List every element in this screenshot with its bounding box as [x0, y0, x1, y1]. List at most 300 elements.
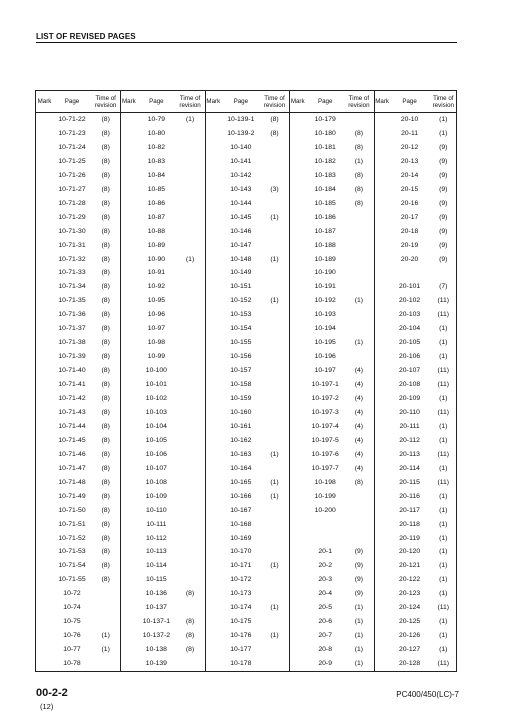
cell-mark: [374, 589, 391, 598]
cell-mark: [374, 520, 391, 529]
cell-time-of-revision: [260, 143, 289, 152]
cell-page: 10-71-23: [58, 129, 86, 137]
cell-time-of-revision: [175, 352, 204, 361]
cell-mark: [120, 408, 137, 417]
cell-time-of-revision: (8): [101, 576, 110, 584]
cell-mark: [205, 478, 222, 487]
cell-mark: [120, 366, 137, 375]
cell-time-of-revision: [344, 310, 373, 319]
cell-time-of-revision: [260, 659, 289, 668]
cell-time-of-revision: [260, 422, 289, 431]
cell-mark: [120, 478, 137, 487]
cell-mark: [120, 380, 137, 389]
cell-page: 20-113: [399, 450, 420, 458]
cell-mark: [120, 268, 137, 277]
cell-time-of-revision: (1): [439, 548, 448, 556]
cell-mark: [205, 394, 222, 403]
cell-page: 10-152: [230, 297, 252, 305]
cell-page: 10-114: [146, 562, 167, 570]
cell-page: 10-136: [145, 590, 167, 598]
cell-page: 10-157: [230, 367, 252, 375]
cell-time-of-revision: (8): [185, 632, 195, 640]
cell-page: 20-8: [318, 646, 332, 654]
cell-mark: [374, 143, 391, 152]
cell-page: 10-71-24: [58, 143, 86, 151]
cell-time-of-revision: (1): [354, 604, 364, 612]
cell-mark: [36, 227, 53, 236]
cell-page: 10-104: [145, 422, 167, 430]
cell-time-of-revision: (1): [439, 339, 448, 347]
cell-time-of-revision: (11): [437, 381, 450, 389]
cell-page: 10-71-43: [58, 408, 86, 416]
cell-page: 10-78: [63, 660, 81, 668]
cell-page: 10-181: [314, 143, 336, 151]
cell-page: 10-197-6: [311, 450, 339, 458]
cell-page: 10-163: [230, 450, 252, 458]
cell-time-of-revision: (8): [101, 269, 110, 277]
cell-mark: [120, 506, 137, 515]
cell-time-of-revision: (8): [101, 520, 110, 528]
cell-page: 10-71-55: [58, 576, 86, 584]
cell-page: 10-191: [314, 283, 336, 291]
cell-page: 10-179: [314, 116, 336, 123]
cell-page: 10-71-44: [58, 422, 86, 430]
cell-time-of-revision: [260, 227, 289, 236]
cell-page: 10-139-2: [227, 129, 255, 137]
cell-mark: [289, 631, 306, 640]
cell-page: 10-148: [230, 255, 252, 263]
cell-time-of-revision: [175, 310, 204, 319]
title-rule: [36, 42, 457, 43]
header-mark-4: Mark: [290, 98, 305, 105]
cell-page: 10-87: [147, 213, 166, 221]
cell-mark: [374, 659, 391, 668]
cell-time-of-revision: (8): [354, 185, 364, 193]
cell-page: 10-113: [146, 548, 167, 556]
cell-page: 10-71-45: [58, 436, 86, 444]
cell-mark: [120, 282, 137, 291]
cell-mark: [289, 338, 306, 347]
cell-mark: [205, 185, 222, 194]
cell-time-of-revision: [175, 366, 204, 375]
cell-time-of-revision: [260, 394, 289, 403]
cell-page: 10-186: [314, 213, 336, 221]
cell-time-of-revision: [175, 659, 204, 668]
cell-page: 10-71-32: [58, 255, 86, 263]
cell-time-of-revision: [175, 464, 204, 473]
cell-time-of-revision: (8): [101, 534, 110, 542]
cell-mark: [36, 422, 53, 431]
cell-mark: [36, 157, 53, 166]
cell-time-of-revision: [344, 227, 373, 236]
cell-time-of-revision: (8): [101, 381, 110, 389]
cell-mark: [205, 157, 222, 166]
cell-page: 10-77: [63, 646, 81, 654]
cell-page: 10-71-28: [58, 199, 86, 207]
cell-mark: [120, 603, 137, 612]
cell-page: 10-154: [230, 325, 252, 333]
cell-time-of-revision: (8): [101, 353, 110, 361]
cell-page: 10-156: [230, 353, 252, 361]
cell-time-of-revision: [344, 352, 373, 361]
cell-mark: [36, 115, 53, 124]
cell-page: 10-85: [147, 185, 166, 193]
header-time-of-revision-3: Time of revision: [263, 94, 286, 109]
cell-mark: [205, 422, 222, 431]
header-time-of-revision-2: Time of revision: [179, 94, 201, 109]
cell-time-of-revision: (9): [354, 548, 364, 556]
cell-mark: [289, 199, 306, 208]
cell-mark: [289, 157, 306, 166]
cell-page: 10-183: [314, 171, 336, 179]
cell-page: 20-124: [399, 604, 421, 612]
cell-time-of-revision: (8): [101, 227, 110, 235]
cell-page: 10-153: [230, 311, 252, 319]
cell-mark: [120, 310, 137, 319]
cell-time-of-revision: [260, 380, 289, 389]
cell-page: 10-180: [314, 129, 336, 137]
cell-page: 10-107: [145, 464, 167, 472]
cell-mark: [289, 352, 306, 361]
cell-page: 20-5: [318, 604, 332, 612]
cell-mark: [374, 534, 391, 543]
revised-pages-table: [35, 90, 457, 672]
header-time-of-revision-1: Time of revision: [95, 94, 117, 109]
cell-time-of-revision: (9): [439, 157, 448, 165]
cell-time-of-revision: (8): [101, 213, 110, 221]
cell-page: 10-71-47: [58, 464, 86, 472]
cell-mark: [374, 645, 391, 654]
cell-time-of-revision: [175, 422, 204, 431]
cell-page: 10-192: [314, 297, 336, 305]
cell-mark: [289, 575, 306, 584]
cell-page: 10-100: [145, 367, 167, 375]
cell-page: 10-90: [147, 255, 166, 263]
cell-time-of-revision: (1): [354, 618, 364, 626]
cell-mark: [36, 408, 53, 417]
cell-page: 10-139-1: [227, 116, 255, 123]
cell-time-of-revision: [344, 268, 373, 277]
cell-mark: [289, 255, 306, 264]
cell-mark: [120, 199, 137, 208]
cell-mark: [205, 520, 222, 529]
cell-mark: [374, 199, 391, 208]
cell-time-of-revision: (3): [270, 185, 279, 193]
cell-mark: [36, 575, 53, 584]
cell-time-of-revision: (11): [437, 478, 450, 486]
cell-mark: [120, 631, 137, 640]
cell-time-of-revision: (4): [354, 381, 364, 389]
cell-mark: [374, 157, 391, 166]
cell-page: 10-80: [147, 129, 166, 137]
cell-page: 10-71-53: [58, 548, 86, 556]
cell-mark: [36, 645, 53, 654]
cell-page: 10-187: [314, 227, 336, 235]
cell-page: 10-98: [147, 339, 166, 347]
cell-page: 10-71-46: [58, 450, 86, 458]
cell-time-of-revision: (1): [354, 339, 364, 347]
cell-time-of-revision: (8): [101, 116, 110, 123]
cell-mark: [120, 171, 137, 180]
cell-mark: [120, 492, 137, 501]
cell-mark: [289, 561, 306, 570]
cell-mark: [374, 227, 391, 236]
cell-time-of-revision: (8): [101, 255, 110, 263]
cell-mark: [289, 603, 306, 612]
cell-page: 10-193: [314, 311, 336, 319]
cell-time-of-revision: (8): [101, 408, 110, 416]
cell-time-of-revision: (9): [354, 576, 364, 584]
cell-mark: [205, 547, 222, 556]
cell-time-of-revision: (8): [101, 185, 110, 193]
cell-mark: [374, 338, 391, 347]
header-time-of-revision-4: Time of revision: [348, 94, 370, 109]
footer-revision: (12): [40, 702, 54, 711]
cell-mark: [120, 617, 137, 626]
footer-model: PC400/450(LC)-7: [396, 690, 459, 699]
cell-mark: [289, 268, 306, 277]
cell-page: 20-19: [400, 241, 419, 249]
cell-time-of-revision: (8): [101, 339, 110, 347]
cell-mark: [36, 296, 53, 305]
cell-page: 10-71-48: [58, 478, 86, 486]
cell-mark: [120, 422, 137, 431]
cell-mark: [36, 171, 53, 180]
cell-time-of-revision: (1): [439, 562, 448, 570]
cell-mark: [205, 241, 222, 250]
cell-time-of-revision: (8): [185, 590, 195, 598]
cell-page: 10-101: [145, 381, 167, 389]
cell-mark: [374, 282, 391, 291]
cell-time-of-revision: (1): [439, 353, 448, 361]
cell-time-of-revision: [175, 171, 204, 180]
cell-time-of-revision: (8): [101, 422, 110, 430]
header-page-3: Page: [233, 98, 249, 105]
cell-mark: [374, 575, 391, 584]
cell-time-of-revision: [260, 352, 289, 361]
cell-mark: [36, 464, 53, 473]
cell-page: 10-71-42: [58, 395, 86, 402]
cell-page: 10-190: [314, 269, 336, 277]
cell-page: 10-79: [147, 116, 166, 123]
cell-page: 20-128: [399, 660, 421, 668]
cell-page: 10-161: [230, 422, 252, 430]
cell-time-of-revision: (1): [439, 646, 448, 654]
cell-time-of-revision: (9): [439, 143, 448, 151]
cell-page: 20-115: [399, 478, 420, 486]
cell-mark: [205, 575, 222, 584]
cell-page: [306, 534, 344, 543]
cell-mark: [374, 547, 391, 556]
cell-mark: [374, 115, 391, 124]
cell-mark: [289, 520, 306, 529]
cell-time-of-revision: [344, 492, 373, 501]
cell-mark: [289, 589, 306, 598]
cell-time-of-revision: (1): [270, 255, 279, 263]
cell-page: 10-110: [146, 506, 167, 514]
cell-mark: [374, 352, 391, 361]
cell-mark: [36, 394, 53, 403]
cell-time-of-revision: [260, 171, 289, 180]
cell-mark: [205, 255, 222, 264]
cell-time-of-revision: (1): [439, 576, 448, 584]
cell-page: 10-155: [230, 339, 252, 347]
cell-mark: [289, 213, 306, 222]
cell-page: 20-103: [399, 311, 421, 319]
cell-mark: [289, 282, 306, 291]
header-mark-1: Mark: [37, 98, 52, 105]
cell-time-of-revision: [175, 143, 204, 152]
header-page-5: Page: [402, 98, 417, 105]
cell-time-of-revision: (1): [270, 478, 279, 486]
cell-page: 20-12: [400, 143, 419, 151]
cell-page: 10-71-26: [58, 171, 86, 179]
cell-mark: [120, 227, 137, 236]
cell-time-of-revision: [260, 338, 289, 347]
cell-time-of-revision: (9): [439, 185, 448, 193]
cell-time-of-revision: [175, 380, 204, 389]
cell-mark: [205, 506, 222, 515]
cell-time-of-revision: [175, 185, 204, 194]
cell-page: 10-182: [314, 157, 336, 165]
cell-mark: [205, 659, 222, 668]
cell-page: 10-174: [230, 604, 252, 612]
cell-mark: [120, 296, 137, 305]
cell-time-of-revision: [344, 115, 373, 124]
cell-mark: [289, 547, 306, 556]
cell-mark: [374, 408, 391, 417]
cell-page: 20-112: [399, 436, 420, 444]
cell-time-of-revision: (1): [270, 632, 279, 640]
cell-mark: [289, 492, 306, 501]
cell-time-of-revision: [344, 506, 373, 515]
cell-time-of-revision: [175, 213, 204, 222]
cell-time-of-revision: [175, 450, 204, 459]
cell-mark: [205, 296, 222, 305]
cell-time-of-revision: (8): [354, 171, 364, 179]
cell-time-of-revision: (8): [270, 116, 279, 123]
cell-time-of-revision: (1): [354, 660, 364, 668]
cell-time-of-revision: (1): [270, 297, 279, 305]
cell-time-of-revision: (8): [101, 464, 110, 472]
cell-mark: [36, 255, 53, 264]
cell-mark: [120, 659, 137, 668]
cell-time-of-revision: (8): [101, 311, 110, 319]
cell-page: 10-198: [314, 478, 336, 486]
cell-page: 10-144: [230, 199, 252, 207]
cell-time-of-revision: [260, 157, 289, 166]
cell-time-of-revision: [260, 645, 289, 654]
cell-page: 10-176: [230, 632, 252, 640]
cell-page: 10-188: [314, 241, 336, 249]
cell-mark: [120, 241, 137, 250]
cell-mark: [36, 450, 53, 459]
cell-time-of-revision: [260, 575, 289, 584]
cell-mark: [36, 534, 53, 543]
cell-mark: [289, 659, 306, 668]
cell-page: 10-185: [314, 199, 336, 207]
cell-mark: [374, 366, 391, 375]
cell-page: 10-71-29: [58, 213, 86, 221]
cell-time-of-revision: (1): [270, 213, 279, 221]
cell-mark: [120, 547, 137, 556]
cell-mark: [36, 213, 53, 222]
cell-time-of-revision: (11): [437, 408, 450, 416]
cell-page: 20-117: [399, 506, 420, 514]
cell-page: 10-96: [147, 311, 166, 319]
cell-time-of-revision: [175, 157, 204, 166]
cell-page: 10-146: [230, 227, 252, 235]
cell-time-of-revision: (1): [439, 129, 448, 137]
cell-time-of-revision: (1): [270, 562, 279, 570]
cell-mark: [374, 255, 391, 264]
cell-time-of-revision: (9): [439, 213, 448, 221]
cell-time-of-revision: (8): [101, 548, 110, 556]
cell-page: 20-20: [400, 255, 419, 263]
cell-page: 10-71-34: [58, 283, 86, 291]
cell-page: 10-137-2: [142, 632, 170, 640]
cell-time-of-revision: [175, 241, 204, 250]
cell-page: 10-197-1: [311, 381, 339, 389]
cell-page: 20-2: [318, 562, 332, 570]
cell-page: 10-74: [63, 604, 81, 612]
cell-page: 10-71-31: [58, 241, 86, 249]
cell-mark: [120, 575, 137, 584]
cell-page: 10-92: [147, 283, 166, 291]
cell-time-of-revision: (8): [354, 478, 364, 486]
cell-time-of-revision: (1): [439, 464, 448, 472]
cell-page: 10-71-22: [58, 116, 86, 123]
cell-mark: [205, 352, 222, 361]
cell-time-of-revision: [344, 213, 373, 222]
cell-page: 20-17: [400, 213, 419, 221]
cell-mark: [289, 296, 306, 305]
cell-mark: [374, 324, 391, 333]
cell-mark: [289, 241, 306, 250]
cell-mark: [36, 338, 53, 347]
cell-page: 20-127: [399, 646, 421, 654]
cell-page: 20-3: [318, 576, 332, 584]
cell-time-of-revision: (1): [354, 157, 364, 165]
cell-mark: [36, 436, 53, 445]
cell-page: 10-137: [145, 604, 167, 612]
cell-time-of-revision: (8): [101, 395, 110, 402]
header-page-1: Page: [64, 98, 80, 105]
cell-mark: [205, 129, 222, 138]
cell-time-of-revision: [344, 520, 373, 529]
cell-time-of-revision: (1): [439, 520, 448, 528]
cell-mark: [289, 506, 306, 515]
cell-mark: [289, 171, 306, 180]
cell-mark: [205, 213, 222, 222]
cell-mark: [120, 589, 137, 598]
cell-mark: [36, 506, 53, 515]
cell-mark: [36, 603, 53, 612]
cell-time-of-revision: (8): [185, 646, 195, 654]
cell-mark: [205, 338, 222, 347]
cell-mark: [289, 436, 306, 445]
cell-mark: [374, 171, 391, 180]
cell-page: 10-199: [314, 492, 336, 500]
cell-mark: [120, 324, 137, 333]
cell-time-of-revision: [260, 408, 289, 417]
cell-mark: [205, 436, 222, 445]
cell-mark: [289, 324, 306, 333]
cell-page: 10-109: [145, 492, 167, 500]
cell-page: 20-116: [399, 492, 420, 500]
cell-page: 20-7: [318, 632, 332, 640]
cell-time-of-revision: [260, 534, 289, 543]
